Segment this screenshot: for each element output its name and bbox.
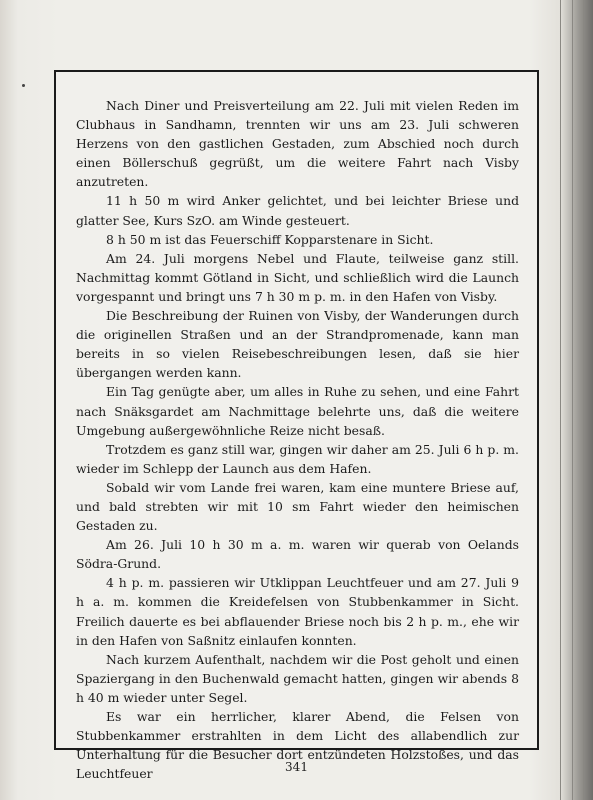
paragraph: Nach Diner und Preisverteilung am 22. Juli mit vielen Reden im Clubhaus in Sandhamn, trennten wir uns am 23. Juli schweren Herzens von den gastlichen Gestaden, zum Abschied noch durch einen Böllerschuß gegrüßt, um die weitere Fahrt nach Visby anzutreten.: [76, 98, 519, 190]
body-text: [76, 96, 519, 783]
page-edge-line: [560, 0, 561, 800]
page-edge-line: [572, 0, 573, 800]
paragraph: 11 h 50 m wird Anker gelichtet, und bei leichter Briese und glatter See, Kurs SzO. am Winde gesteuert.: [76, 193, 519, 228]
paragraph: Am 26. Juli 10 h 30 m a. m. waren wir querab von Oelands Södra-Grund.: [76, 537, 519, 572]
paragraph: Trotzdem es ganz still war, gingen wir daher am 25. Juli 6 h p. m. wieder im Schlepp der Launch aus dem Hafen.: [76, 441, 519, 476]
page-number: 341: [285, 760, 308, 774]
paragraph: Es war ein herrlicher, klarer Abend, die Felsen von Stubbenkammer erstrahlten in dem Licht des allabendlich zur Unterhaltung für die Besucher dort entzündeten Holzstoßes, und das Leuchtfeuer: [76, 709, 519, 782]
page-edge-line: [583, 0, 584, 800]
paragraph: 8 h 50 m ist das Feuerschiff Kopparstenare in Sicht.: [106, 231, 434, 247]
paragraph: Sobald wir vom Lande frei waren, kam eine muntere Briese auf, und bald strebten wir mit 10 sm Fahrt wieder den heimischen Gestaden zu.: [76, 479, 519, 534]
paragraph: 4 h p. m. passieren wir Utklippan Leuchtfeuer und am 27. Juli 9 h a. m. kommen die Kreidefelsen von Stubbenkammer in Sicht. Freilich dauerte es bei abflauender Briese noch bis 2 h p. m., ehe wir in den Hafen von Saßnitz einlaufen konnten.: [76, 575, 519, 648]
paragraph: Nach kurzem Aufenthalt, nachdem wir die Post geholt und einen Spaziergang in den Buchenwald gemacht hatten, gingen wir abends 8 h 40 m wieder unter Segel.: [76, 651, 519, 705]
paragraph: Die Beschreibung der Ruinen von Visby, der Wanderungen durch die originellen Straßen und an der Strandpromenade, kann man bereits in so vielen Reisebeschreibungen lesen, daß sie hier übergangen werden kann.: [76, 308, 519, 381]
print-speck: [22, 84, 25, 87]
paragraph: Ein Tag genügte aber, um alles in Ruhe zu sehen, und eine Fahrt nach Snäksgardet am Nachmittage belehrte uns, daß die weitere Umgebung außergewöhnliche Reize nicht besaß.: [76, 384, 519, 438]
paragraph: Am 24. Juli morgens Nebel und Flaute, teilweise ganz still. Nachmittag kommt Götland in Sicht, und schließlich wird die Launch vorgespannt und bringt uns 7 h 30 m p. m. in den Hafen von Visby.: [76, 250, 519, 304]
